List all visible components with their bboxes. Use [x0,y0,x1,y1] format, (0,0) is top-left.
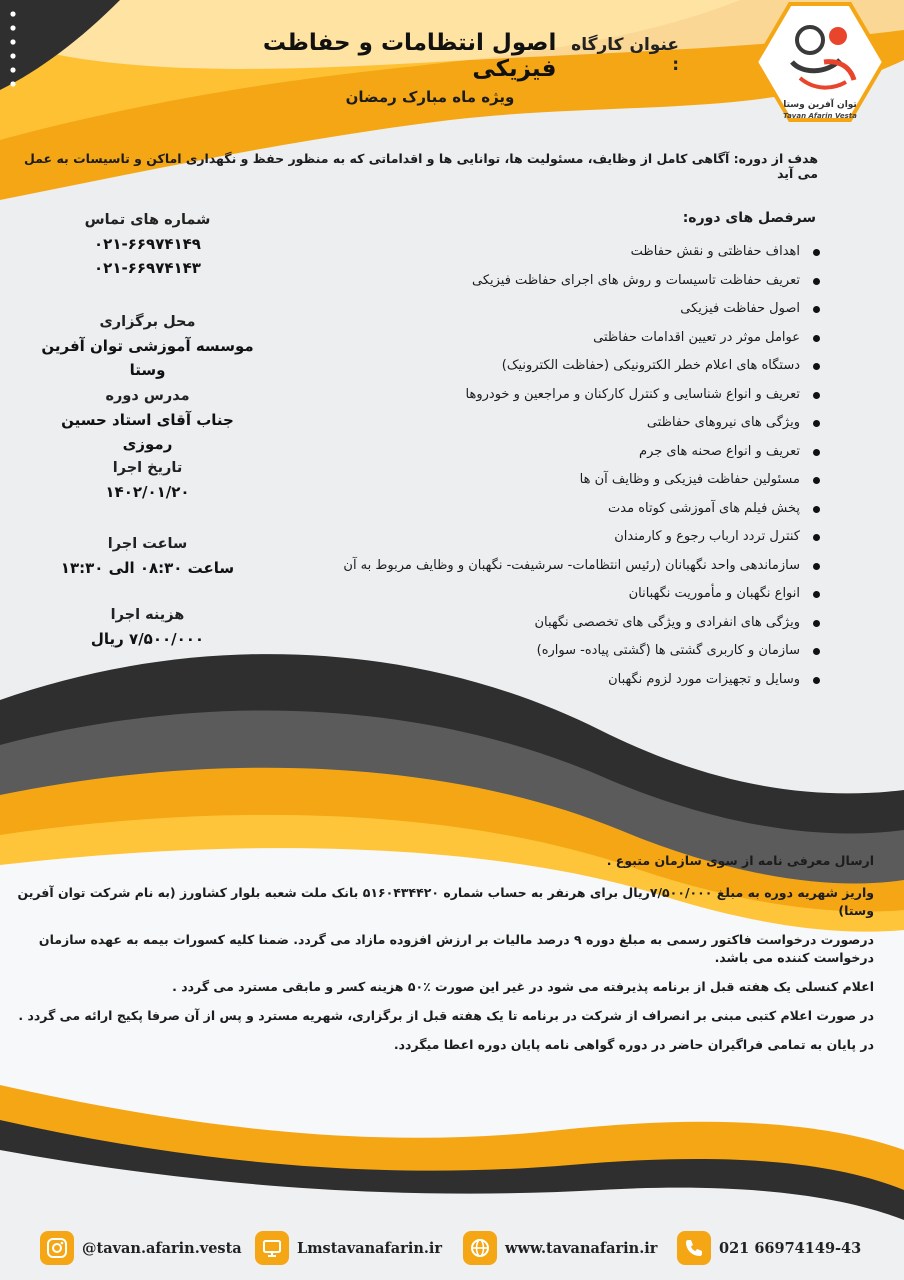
fee-info [40,603,255,651]
bullet-icon [813,306,820,313]
contact-info [40,208,255,280]
bullet-icon [813,648,820,655]
topic-text: اهداف حفاظتی و نقش حفاظت [630,244,800,259]
note-item: در صورت اعلام کتبی مبنی بر انصراف از شرکت در برنامه تا یک هفته قبل از برگزاری، شهریه مسترد و پس از آن صرفا پکیج ارائه می گردد . [18,1008,874,1023]
instagram-handle: @tavan.afarin.vesta [82,1239,242,1257]
topic-text: کنترل تردد ارباب رجوع و کارمندان [614,529,800,544]
globe-icon [463,1231,497,1265]
bullet-icon [813,278,820,285]
contact-label: شماره های تماس [84,212,211,228]
bullet-icon [813,563,820,570]
date-info [40,456,255,504]
logo [754,2,886,132]
list-item [262,523,822,552]
contact-phone-2: ۰۲۱-۶۶۹۷۴۱۴۳ [94,259,201,277]
footer-phone[interactable] [677,1226,861,1270]
topic-text: انواع نگهبان و مأموریت نگهبانان [628,586,800,601]
topic-text: ویژگی های نیروهای حفاظتی [646,415,800,430]
instagram-icon [40,1231,74,1265]
bullet-icon [813,506,820,513]
bullet-icon [813,392,820,399]
topic-text: ویژگی های انفرادی و ویژگی های تخصصی نگهبان [534,614,800,630]
course-goal: هدف از دوره: آگاهی کامل از وظایف، مسئولیت ها، توانایی ها و اقداماتی که به منظور حفظ و نگهداری اماکن و تاسیسات به عمل می آید [24,151,818,181]
bullet-icon [813,249,820,256]
time-value: ساعت ۰۸:۳۰ الی ۱۳:۳۰ [60,559,235,577]
list-item [262,609,822,638]
time-info [40,532,255,580]
fee-value: ۷/۵۰۰/۰۰۰ ریال [90,630,205,648]
footer-lms[interactable] [255,1226,442,1270]
fee-label: هزینه اجرا [110,607,185,623]
teacher-value: جناب آقای استاد حسین رموزی [61,411,234,453]
topics-list [262,238,822,694]
topic-text: مسئولین حفاظت فیزیکی و وظایف آن ها [579,472,800,487]
date-value: ۱۴۰۲/۰۱/۲۰ [105,483,190,501]
lms-url: Lmstavanafarin.ir [297,1239,443,1257]
topic-text: عوامل موثر در تعیین اقدامات حفاظتی [593,329,800,345]
topic-text: دستگاه های اعلام خطر الکترونیکی (حفاظت الکترونیک) [501,358,800,373]
contact-phone-1: ۰۲۱-۶۶۹۷۴۱۴۹ [94,235,201,253]
note-item: درصورت درخواست فاکتور رسمی به مبلغ دوره ۹ درصد مالیات بر ارزش افزوده مازاد می گردد. ضمنا کلیه کسورات بیمه به عهده سازمان درخواست کننده می باشد. [38,932,874,965]
topic-text: سازمان و کاربری گشتی ها (گشتی پیاده- سواره) [536,643,800,658]
list-item [262,409,822,438]
bullet-icon [813,620,820,627]
list-item [262,495,822,524]
list-item [262,466,822,495]
list-item [262,352,822,381]
bullet-icon [813,363,820,370]
website-url: www.tavanafarin.ir [505,1239,658,1257]
topics-heading: سرفصل های دوره: [682,210,816,226]
bullet-icon [813,420,820,427]
workshop-title-row [209,30,679,82]
list-item [262,666,822,695]
topic-text: پخش فیلم های آموزشی کوتاه مدت [608,500,800,516]
note-item: ارسال معرفی نامه از سوی سازمان متبوع . [606,853,874,868]
lms-icon [255,1231,289,1265]
note-item: در پایان به تمامی فراگیران حاضر در دوره گواهی نامه پایان دوره اعطا میگردد. [393,1037,874,1052]
footer [0,1226,904,1270]
venue-value: موسسه آموزشی توان آفرین وستا [41,337,254,379]
list-item [262,552,822,581]
topic-text: سازماندهی واحد نگهبانان (رئیس انتظامات- سرشیفت- نگهبان و وظایف مربوط به آن [343,557,800,573]
bullet-icon [813,477,820,484]
bullet-icon [813,534,820,541]
time-label: ساعت اجرا [107,536,188,552]
venue-info [40,310,255,382]
venue-label: محل برگزاری [99,314,196,330]
teacher-label: مدرس دوره [105,388,190,404]
date-label: تاریخ اجرا [112,460,183,476]
bullet-icon [813,677,820,684]
subtitle: ویژه ماه مبارک رمضان [345,88,515,106]
teacher-info [40,384,255,456]
phone-icon [677,1231,711,1265]
note-item: واریز شهریه دوره به مبلغ ۷/۵۰۰/۰۰۰ریال برای هرنفر به حساب شماره ۵۱۶۰۴۳۴۴۲۰ بانک ملت شعبه بلوار کشاورز (به نام شرکت توان آفرین وستا) [17,885,874,918]
list-item [262,295,822,324]
list-item [262,637,822,666]
phone-number: 021 66974149-43 [719,1239,862,1257]
bullet-icon [813,335,820,342]
footer-instagram[interactable] [40,1226,242,1270]
list-item [262,438,822,467]
topic-text: وسایل و تجهیزات مورد لزوم نگهبان [608,671,800,687]
notes-list [14,852,874,1065]
title-prefix: عنوان کارگاه : [571,35,679,75]
logo-text-en: Tavan Afarin Vesta [783,112,857,120]
logo-text-fa: توان آفرین وستا [783,100,857,110]
topic-text: اصول حفاظت فیزیکی [680,301,800,316]
list-item [262,267,822,296]
bullet-icon [813,449,820,456]
workshop-title: اصول انتظامات و حفاظت فیزیکی [262,30,557,82]
note-item: اعلام کنسلی یک هفته قبل از برنامه پذیرفته می شود در غیر این صورت ٪۵۰ هزینه کسر و مابقی مسترد می گردد . [172,979,874,994]
footer-website[interactable] [463,1226,657,1270]
topic-text: تعریف و انواع شناسایی و کنترل کارکنان و مراجعین و خودروها [465,386,800,402]
topic-text: تعریف و انواع صحنه های جرم [639,443,800,459]
list-item [262,324,822,353]
bullet-icon [813,591,820,598]
list-item [262,238,822,267]
list-item [262,381,822,410]
topic-text: تعریف حفاظت تاسیسات و روش های اجرای حفاظت فیزیکی [471,272,800,288]
list-item [262,580,822,609]
